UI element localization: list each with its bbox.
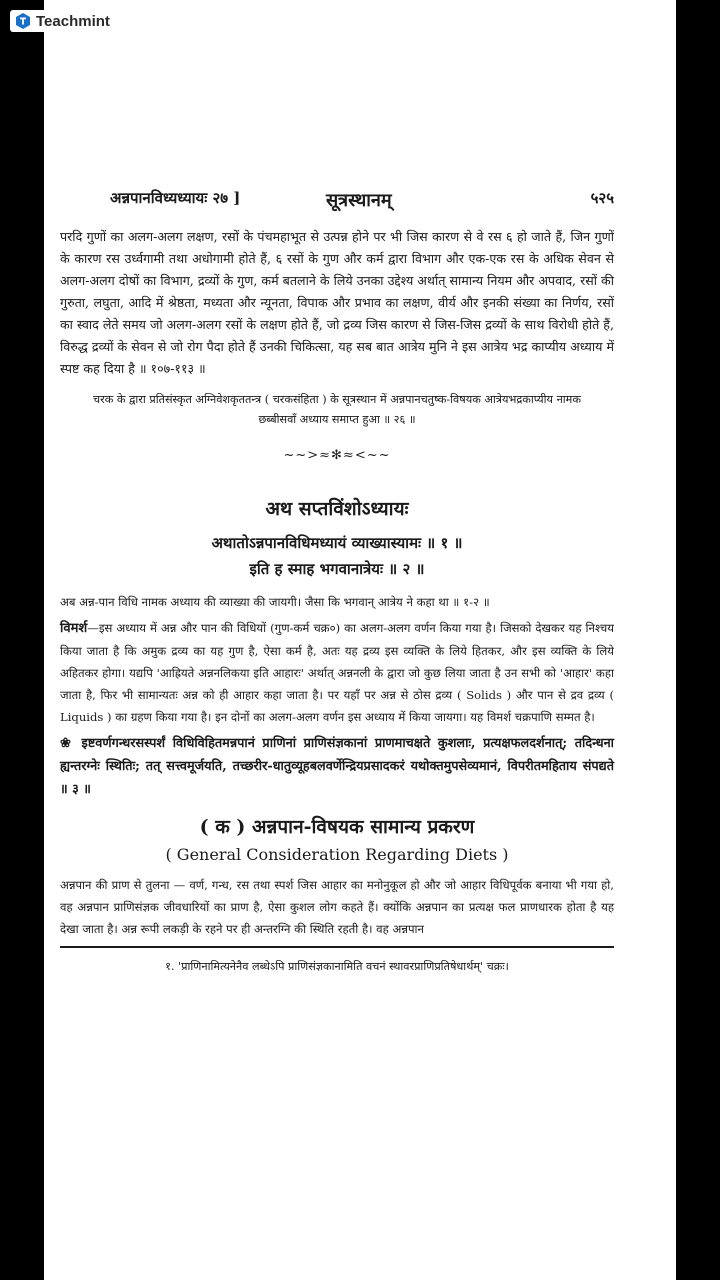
footnote-divider (60, 946, 614, 948)
left-black-border (0, 0, 44, 1280)
vimarsha-text: —इस अध्याय में अन्न और पान की विधियों (गुण-कर्म चक्र०) का अलग-अलग वर्णन किया गया है। जिसको देखकर यह निश्चय किया जाता है कि अमुक द्रव्य का यह गुण है, ऐसा कर्म है, अतः यह द्रव्य इस व्यक्ति के लिये हितकर, और इस व्यक्ति के लिये अहितकर होगा। यद्यपि 'आह्रियते अन्ननलिकया इति आहारः' अर्थात् अन्ननली के द्वारा जो कुछ लिया जाता है उन सभी को 'आहार' कहा जाता है, फिर भी सामान्यतः अन्न को ही आहार कहा जाता है। पर यहाँ पर अन्न से ठोस द्रव्य ( Solids ) और पान से द्रव द्रव्य ( Liquids ) का ग्रहण किया गया है। इन दोनों का अलग-अलग वर्णन इस अध्याय में किया जायगा। यह विमर्श चक्रपाणि सम्मत है। (60, 621, 614, 724)
paragraph-annapana: अन्नपान की प्राण से तुलना — वर्ण, गन्ध, रस तथा स्पर्श जिस आहार का मनोनुकूल हो और जो आहार विधिपूर्वक बनाया भी गया हो, वह अन्नपान प्राणिसंज्ञक जीवधारियों का प्राण है, ऐसा कुशल लोग कहते हैं। क्योंकि अन्नपान का प्रत्यक्ष फल प्राणधारक होता है यह देखा जाता है। अन्न रूपी लकड़ी के रहने पर ही अन्तरग्नि की स्थिति रहती है। वह अन्नपान (60, 878, 614, 936)
sutra-2: इति ह स्माह भगवानात्रेयः ॥ २ ॥ (249, 560, 425, 578)
section-subheading-english: ( General Consideration Regarding Diets ) (165, 845, 509, 864)
footnote: १. 'प्राणिनामित्यनेनैव लब्धेऽपि प्राणिसंज्ञकानामिति वचनं स्थावरप्राणिप्रतिषेधार्थम्' चक्रः। (165, 959, 509, 973)
ornament-divider: ~~>≈✻≈<~~ (283, 448, 391, 463)
brand-name: Teachmint (36, 12, 110, 30)
page-number: ५२५ (590, 189, 614, 207)
teachmint-logo-icon (14, 12, 32, 30)
teachmint-watermark (10, 10, 116, 32)
paragraph-intro: अब अन्न-पान विधि नामक अध्याय की व्याख्या की जायगी। जैसा कि भगवान् आत्रेय ने कहा था ॥ १-२ ॥ (60, 595, 490, 609)
header-section-title: सूत्रस्थानम् (326, 190, 392, 211)
section-heading: ( क ) अन्नपान-विषयक सामान्य प्रकरण (199, 816, 475, 838)
paragraph-vimarsha (60, 617, 614, 728)
sutra-1: अथातोऽन्नपानविधिमध्यायं व्याख्यास्यामः ॥ १ ॥ (211, 534, 463, 552)
chapter-colophon: चरक के द्वारा प्रतिसंस्कृत अग्निवेशकृततन्त्र ( चरकसंहिता ) के सूत्रस्थान में अन्नपानचतुष्क-विषयक आत्रेयभद्रकाप्यीय नामक छब्बीसवाँ अध्याय समाप्त हुआ ॥ २६ ॥ (93, 393, 581, 426)
vimarsha-label: विमर्श (60, 621, 88, 636)
paragraph-summary: परदि गुणों का अलग-अलग लक्षण, रसों के पंचमहाभूत से उत्पन्न होने पर भी जिस कारण से वे रस ६ हो जाते हैं, जिन गुणों के कारण रस उर्ध्वगामी तथा अधोगामी होते हैं, ६ रसों के गुण और कर्म द्वारा विभाग और एक-एक रस के अधिक सेवन से अलग-अलग दोषों का विभाग, द्रव्यों के गुण, कर्म बतलाने के लिये उनका उद्देश्य अर्थात् सामान्य नियम और अपवाद, रसों की गुरुता, लघुता, आदि में श्रेष्ठता, मध्यता और न्यूनता, विपाक और प्रभाव का लक्षण, वीर्य और इनकी संख्या का निर्णय, रसों का स्वाद लेते समय जो अलग-अलग रसों के लक्षण होते हैं, जो द्रव्य जिस कारण से जिस-जिस द्रव्यों के साथ विरोधी होते हैं, विरुद्ध द्रव्यों के सेवन से जो रोग पैदा होते हैं उनकी चिकित्सा, यह सब बात आत्रेय मुनि ने इस आत्रेय भद्र काप्यीय अध्याय में स्पष्ट कह दिया है ॥ १०७-११३ ॥ (60, 229, 614, 376)
header-chapter-ref: अन्नपानविध्यध्यायः २७ ] (110, 189, 241, 207)
right-black-border (676, 0, 720, 1280)
chapter-title: अथ सप्तविंशोऽध्यायः (265, 498, 409, 520)
document-body (60, 188, 614, 976)
shloka-3: ❀ इष्टवर्णगन्धरसस्पर्शं विधिविहितमन्नपानं प्राणिनां प्राणिसंज्ञकानां प्राणमाचक्षते कुशलाः, प्रत्यक्षफलदर्शनात्; तदिन्धना ह्यन्तरग्नेः स्थितिः; तत् सत्त्वमूर्जयति, तच्छरीर-धातुव्यूहबलवर्णेन्द्रियप्रसादकरं यथोक्तमुपसेव्यमानं, विपरीतमहिताय संपद्यते ॥ ३ ॥ (60, 736, 614, 797)
running-header (60, 188, 614, 218)
